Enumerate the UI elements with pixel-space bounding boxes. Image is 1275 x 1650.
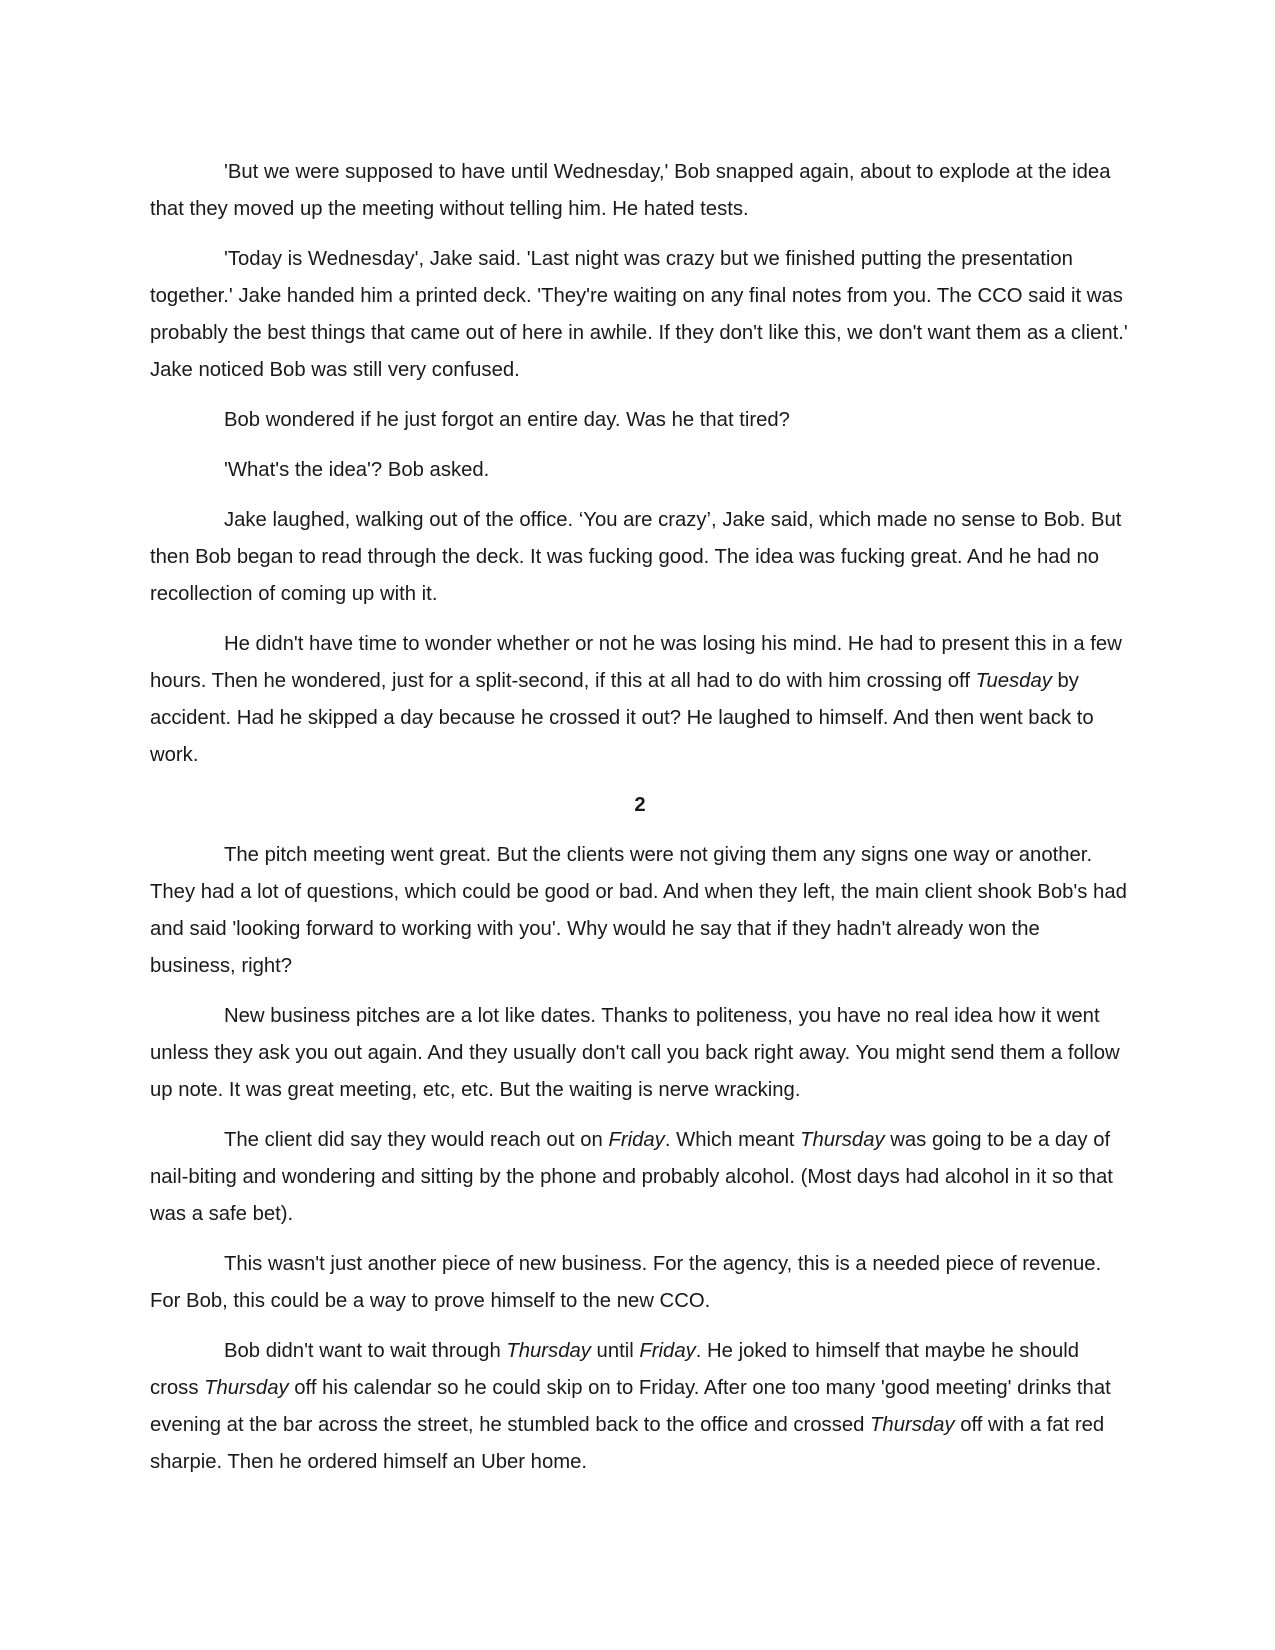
text-run: until (590, 1340, 640, 1362)
paragraph (150, 241, 1130, 389)
text-run: Bob wondered if he just forgot an entire day. Was he that tired? (224, 409, 790, 431)
text-run: Jake laughed, walking out of the office. ‘You are crazy’, Jake said, which made no sense to Bob. But then Bob began to read through the deck. It was fucking good. The idea was fucking great. And he had no recollection of coming up with it. (150, 509, 1122, 605)
italic-text: Thursday (506, 1340, 591, 1362)
text-run: 'But we were supposed to have until Wednesday,' Bob snapped again, about to explode at the idea that they moved up the meeting without telling him. He hated tests. (150, 161, 1111, 220)
paragraph (150, 1246, 1130, 1320)
text-run: New business pitches are a lot like dates. Thanks to politeness, you have no real idea how it went unless they ask you out again. And they usually don't call you back right away. You might send them a follow up note. It was great meeting, etc, etc. But the waiting is nerve wracking. (150, 1005, 1120, 1101)
text-run: 'Today is Wednesday', Jake said. 'Last night was crazy but we finished putting the presentation together.' Jake handed him a printed deck. 'They're waiting on any final notes from you. The CCO said it was probably the best things that came out of here in awhile. If they don't like this, we don't want them as a client.' Jake noticed Bob was still very confused. (150, 248, 1128, 381)
chapter-number: 2 (634, 794, 646, 816)
text-run: off with a fat red sharpie. Then he ordered himself an Uber home. (150, 1414, 1105, 1473)
document-body (150, 154, 1130, 1494)
paragraph (150, 626, 1130, 774)
text-run: The pitch meeting went great. But the clients were not giving them any signs one way or another. They had a lot of questions, which could be good or bad. And when they left, the main client shook Bob's had and said 'looking forward to working with you'. Why would he say that if they hadn't already won the business, right? (150, 844, 1127, 977)
italic-text: Thursday (870, 1414, 955, 1436)
text-run: by accident. Had he skipped a day because he crossed it out? He laughed to himself. And then went back to work. (150, 670, 1094, 766)
italic-text: Friday (608, 1129, 665, 1151)
text-run: Bob didn't want to wait through (224, 1340, 507, 1362)
text-run: This wasn't just another piece of new business. For the agency, this is a needed piece of revenue. For Bob, this could be a way to prove himself to the new CCO. (150, 1253, 1102, 1312)
text-run: 'What's the idea'? Bob asked. (224, 459, 490, 481)
paragraph (150, 998, 1130, 1109)
italic-text: Friday (639, 1340, 696, 1362)
section-two (150, 837, 1130, 1481)
text-run: The client did say they would reach out on (224, 1129, 609, 1151)
paragraph (150, 837, 1130, 985)
paragraph (150, 1122, 1130, 1233)
paragraph (150, 452, 1130, 489)
section-one (150, 154, 1130, 774)
text-run: . Which meant (664, 1129, 801, 1151)
text-run: . He joked to himself that maybe he should cross (150, 1340, 1080, 1399)
italic-text: Thursday (800, 1129, 885, 1151)
paragraph (150, 1333, 1130, 1481)
text-run: He didn't have time to wonder whether or not he was losing his mind. He had to present this in a few hours. Then he wondered, just for a split-second, if this at all had to do with him crossing off (150, 633, 1122, 692)
paragraph (150, 402, 1130, 439)
paragraph (150, 502, 1130, 613)
text-run: was going to be a day of nail-biting and wondering and sitting by the phone and probably alcohol. (Most days had alcohol in it so that was a safe bet). (150, 1129, 1113, 1225)
text-run: off his calendar so he could skip on to Friday. After one too many 'good meeting' drinks that evening at the bar across the street, he stumbled back to the office and crossed (150, 1377, 1111, 1436)
italic-text: Tuesday (975, 670, 1052, 692)
paragraph (150, 154, 1130, 228)
italic-text: Thursday (204, 1377, 289, 1399)
